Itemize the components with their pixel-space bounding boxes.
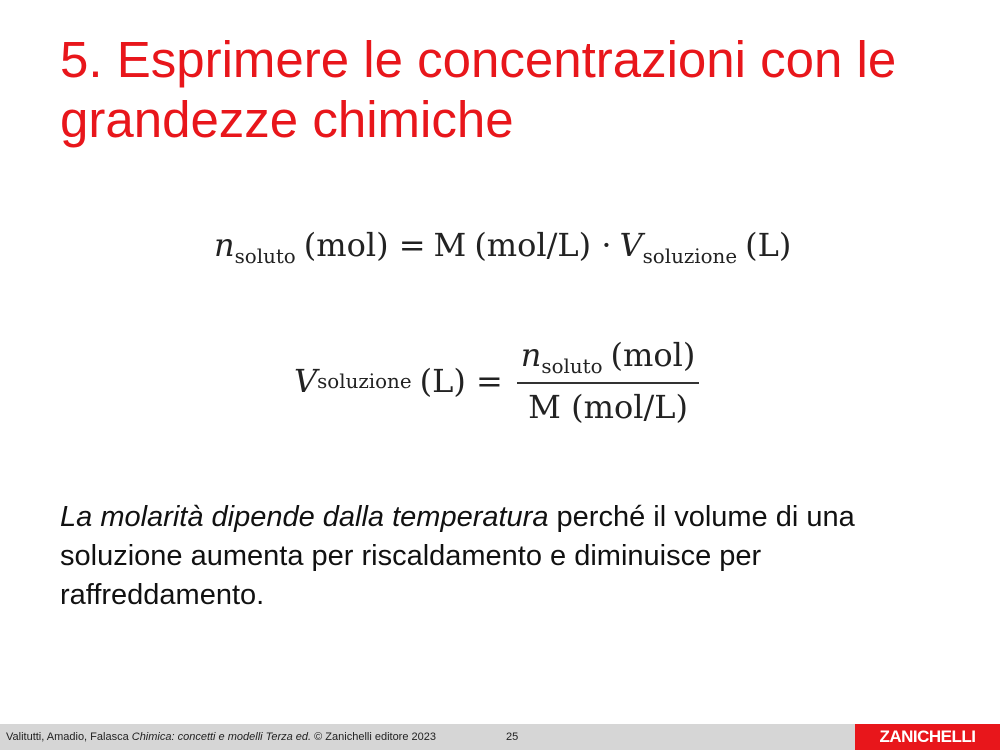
formula-m-symbol: M [433, 226, 467, 264]
fraction-numerator [517, 336, 700, 382]
formula-v-unit: (L) [745, 226, 792, 264]
formula-n-unit: (mol) = [303, 226, 426, 264]
formula-v-subscript: soluzione [642, 244, 738, 268]
footer-bar [0, 724, 1000, 750]
formula2-fraction [517, 336, 700, 426]
formula-m-unit: (mol/L) · [474, 226, 612, 264]
formula-v-symbol: V [619, 226, 643, 264]
fraction-denominator: M (mol/L) [528, 387, 688, 426]
fraction-n-symbol: n [520, 336, 542, 375]
formula2-v-unit: (L) = [419, 362, 503, 400]
zanichelli-logo: ZANICHELLI [855, 724, 1000, 750]
formula2-v-symbol: V [294, 362, 318, 400]
formula-n-symbol: n [214, 226, 235, 264]
fraction-n-subscript: soluto [541, 354, 603, 378]
footer-book-title: Chimica: concetti e modelli Terza ed. [131, 731, 312, 743]
molarity-formula-moles [0, 226, 1000, 268]
footer-credit [6, 731, 436, 743]
page-number: 25 [506, 731, 519, 743]
body-regular-text: perché il volume di una soluzione aumenta per riscaldamento e diminuisce per raffreddamento. [60, 501, 855, 611]
slide-title: 5. Esprimere le concentrazioni con le grandezze chimiche [60, 31, 897, 148]
formula2-v-subscript: soluzione [317, 369, 412, 393]
footer-copyright: © Zanichelli editore 2023 [311, 731, 436, 743]
body-italic-text: La molarità dipende dalla temperatura [60, 501, 549, 533]
body-paragraph [60, 498, 950, 615]
footer-authors: Valitutti, Amadio, Falasca [6, 731, 132, 743]
fraction-n-unit: (mol) [610, 336, 696, 375]
formula-n-subscript: soluto [234, 244, 296, 268]
